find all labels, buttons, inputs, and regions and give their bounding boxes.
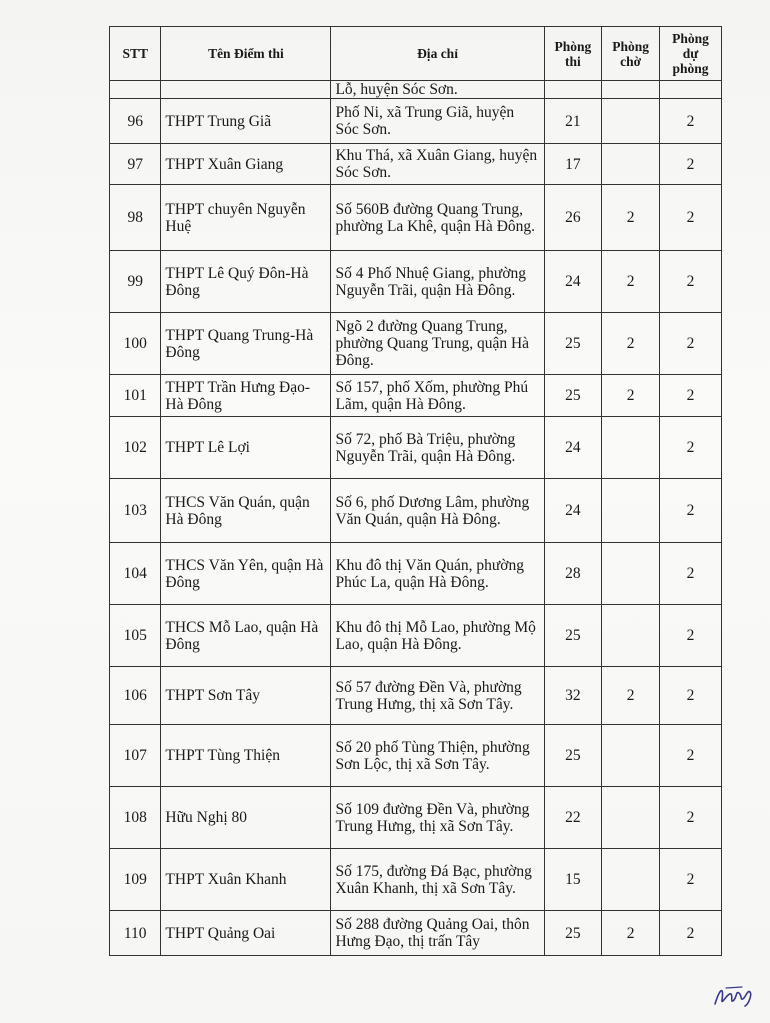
row-exam-rooms: 25: [544, 911, 602, 956]
row-reserve-rooms: 2: [660, 787, 722, 849]
row-stt: 104: [110, 543, 161, 605]
table-row: [110, 849, 722, 911]
row-stt: 110: [110, 911, 161, 956]
row-address: Số 72, phố Bà Triệu, phường Nguyễn Trãi, quận Hà Đông.: [331, 417, 544, 479]
table-row: [110, 99, 722, 144]
row-address: Số 4 Phố Nhuệ Giang, phường Nguyễn Trãi, quận Hà Đông.: [331, 251, 544, 313]
row-site-name: THCS Mỗ Lao, quận Hà Đông: [161, 605, 331, 667]
row-waiting-rooms: [602, 605, 660, 667]
row-stt: 109: [110, 849, 161, 911]
table-row: [110, 479, 722, 543]
handwritten-signature: [712, 982, 756, 1010]
row-exam-rooms: 24: [544, 417, 602, 479]
table-row: [110, 605, 722, 667]
row-exam-rooms: 25: [544, 605, 602, 667]
row-stt: 99: [110, 251, 161, 313]
row-site-name: THPT Xuân Giang: [161, 144, 331, 185]
row-waiting-rooms: [602, 725, 660, 787]
header-rooms: Phòng thi: [544, 27, 602, 81]
row-exam-rooms: 21: [544, 99, 602, 144]
row-exam-rooms: 17: [544, 144, 602, 185]
row-address: Khu Thá, xã Xuân Giang, huyện Sóc Sơn.: [331, 144, 544, 185]
row-address: Số 157, phố Xốm, phường Phú Lãm, quận Hà Đông.: [331, 375, 544, 417]
row-site-name: THPT Quảng Oai: [161, 911, 331, 956]
row-waiting-rooms: [602, 417, 660, 479]
row-address: Số 288 đường Quảng Oai, thôn Hưng Đạo, thị trấn Tây: [331, 911, 544, 956]
header-waiting: Phòng chờ: [602, 27, 660, 81]
row-exam-rooms: 25: [544, 313, 602, 375]
row-waiting-rooms: [602, 787, 660, 849]
row-exam-rooms: 15: [544, 849, 602, 911]
row-stt: 101: [110, 375, 161, 417]
row-waiting-rooms: [602, 849, 660, 911]
row-waiting-rooms: 2: [602, 251, 660, 313]
row-site-name: THCS Văn Yên, quận Hà Đông: [161, 543, 331, 605]
table-row: [110, 185, 722, 251]
row-reserve-rooms: 2: [660, 251, 722, 313]
row-stt: 106: [110, 667, 161, 725]
row-stt: 108: [110, 787, 161, 849]
row-reserve-rooms: 2: [660, 849, 722, 911]
table-row: [110, 911, 722, 956]
row-site-name: Hữu Nghị 80: [161, 787, 331, 849]
table-row: [110, 543, 722, 605]
row-waiting-rooms: 2: [602, 185, 660, 251]
table-header-row: [110, 27, 722, 81]
row-exam-rooms: 26: [544, 185, 602, 251]
row-site-name: THPT Tùng Thiện: [161, 725, 331, 787]
row-exam-rooms: 25: [544, 725, 602, 787]
row-waiting-rooms: 2: [602, 911, 660, 956]
header-name: Tên Điểm thi: [161, 27, 331, 81]
table-row: [110, 787, 722, 849]
table-row: [110, 725, 722, 787]
row-reserve-rooms: 2: [660, 667, 722, 725]
row-reserve-rooms: 2: [660, 313, 722, 375]
row-address: Số 57 đường Đền Và, phường Trung Hưng, thị xã Sơn Tây.: [331, 667, 544, 725]
row-site-name: THPT Xuân Khanh: [161, 849, 331, 911]
table-row: [110, 375, 722, 417]
row-stt: 107: [110, 725, 161, 787]
row-stt: 102: [110, 417, 161, 479]
row-reserve-rooms: 2: [660, 479, 722, 543]
header-address: Địa chỉ: [331, 27, 544, 81]
row-stt: 98: [110, 185, 161, 251]
continuation-address: Lỗ, huyện Sóc Sơn.: [331, 81, 544, 99]
row-site-name: THPT Trung Giã: [161, 99, 331, 144]
row-stt: 96: [110, 99, 161, 144]
row-address: Số 175, đường Đá Bạc, phường Xuân Khanh, thị xã Sơn Tây.: [331, 849, 544, 911]
row-reserve-rooms: 2: [660, 375, 722, 417]
row-reserve-rooms: 2: [660, 543, 722, 605]
row-exam-rooms: 22: [544, 787, 602, 849]
row-waiting-rooms: [602, 543, 660, 605]
row-address: Phố Ni, xã Trung Giã, huyện Sóc Sơn.: [331, 99, 544, 144]
row-waiting-rooms: [602, 99, 660, 144]
row-reserve-rooms: 2: [660, 725, 722, 787]
row-exam-rooms: 24: [544, 479, 602, 543]
table-row: [110, 313, 722, 375]
row-address: Số 560B đường Quang Trung, phường La Khê, quận Hà Đông.: [331, 185, 544, 251]
row-site-name: THPT Trần Hưng Đạo-Hà Đông: [161, 375, 331, 417]
row-address: Ngõ 2 đường Quang Trung, phường Quang Trung, quận Hà Đông.: [331, 313, 544, 375]
table-row: [110, 667, 722, 725]
row-stt: 100: [110, 313, 161, 375]
row-exam-rooms: 24: [544, 251, 602, 313]
header-stt: STT: [110, 27, 161, 81]
row-stt: 103: [110, 479, 161, 543]
row-site-name: THPT Lê Quý Đôn-Hà Đông: [161, 251, 331, 313]
row-address: Khu đô thị Văn Quán, phường Phúc La, quận Hà Đông.: [331, 543, 544, 605]
row-address: Số 20 phố Tùng Thiện, phường Sơn Lộc, thị xã Sơn Tây.: [331, 725, 544, 787]
continuation-row: [110, 81, 722, 99]
exam-sites-table: [109, 26, 722, 956]
row-waiting-rooms: [602, 144, 660, 185]
row-site-name: THCS Văn Quán, quận Hà Đông: [161, 479, 331, 543]
table-row: [110, 417, 722, 479]
row-exam-rooms: 28: [544, 543, 602, 605]
row-address: Số 109 đường Đền Và, phường Trung Hưng, thị xã Sơn Tây.: [331, 787, 544, 849]
row-waiting-rooms: 2: [602, 313, 660, 375]
row-stt: 97: [110, 144, 161, 185]
row-reserve-rooms: 2: [660, 417, 722, 479]
row-waiting-rooms: 2: [602, 375, 660, 417]
row-reserve-rooms: 2: [660, 185, 722, 251]
row-site-name: THPT Lê Lợi: [161, 417, 331, 479]
row-stt: 105: [110, 605, 161, 667]
row-reserve-rooms: 2: [660, 911, 722, 956]
table-row: [110, 251, 722, 313]
row-reserve-rooms: 2: [660, 99, 722, 144]
row-reserve-rooms: 2: [660, 144, 722, 185]
row-reserve-rooms: 2: [660, 605, 722, 667]
row-address: Khu đô thị Mỗ Lao, phường Mộ Lao, quận Hà Đông.: [331, 605, 544, 667]
row-address: Số 6, phố Dương Lâm, phường Văn Quán, quận Hà Đông.: [331, 479, 544, 543]
header-reserve: Phòng dự phòng: [660, 27, 722, 81]
table-row: [110, 144, 722, 185]
row-site-name: THPT chuyên Nguyễn Huệ: [161, 185, 331, 251]
row-site-name: THPT Quang Trung-Hà Đông: [161, 313, 331, 375]
row-site-name: THPT Sơn Tây: [161, 667, 331, 725]
row-exam-rooms: 32: [544, 667, 602, 725]
row-waiting-rooms: 2: [602, 667, 660, 725]
row-exam-rooms: 25: [544, 375, 602, 417]
row-waiting-rooms: [602, 479, 660, 543]
